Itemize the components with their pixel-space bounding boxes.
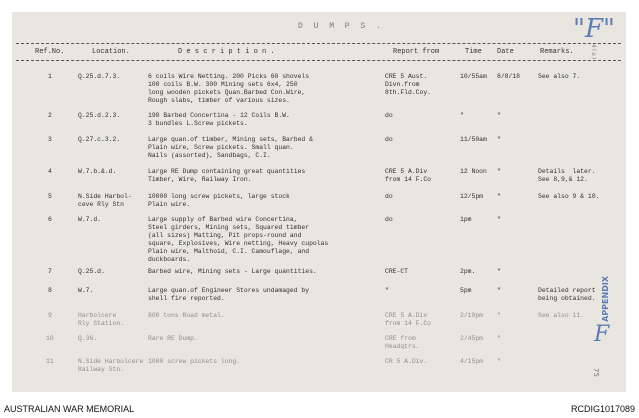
cell-location: W.7.d.	[78, 216, 102, 223]
cell-date: "	[497, 193, 501, 200]
annotation-appendix: APPENDIX	[601, 276, 610, 322]
cell-ref: 5	[48, 193, 52, 200]
header-ref: Ref.No.	[35, 48, 65, 56]
cell-description: 1000 screw pickets long.	[148, 358, 241, 365]
cell-time: 1pm	[460, 216, 472, 223]
header-bottom-rule	[16, 60, 621, 61]
header-description: D e s c r i p t i o n .	[178, 48, 275, 56]
cell-description: 6 coils Wire Netting. 200 Picks 60 shovels 100 coils B.W. 300 Mining sets 6x4, 250 long wooden pickets Quan.Barbed Con.Wire, Rough slabs, timber of various sizes.	[148, 73, 310, 104]
cell-remarks: Details later. See 8,9,& 12.	[538, 168, 596, 183]
cell-date: "	[497, 268, 501, 275]
cell-report-from: CRE 5 Aust. Divn.from 8th.Fld.Coy.	[385, 73, 432, 96]
cell-remarks: See also 9 & 10.	[538, 193, 600, 200]
header-date: Date	[497, 48, 514, 56]
cell-ref: 6	[48, 216, 52, 223]
cell-ref: 9	[48, 312, 52, 319]
cell-remarks: See also 7.	[538, 73, 581, 80]
cell-time: 2/10pm	[460, 312, 484, 319]
cell-remarks: Detailed report being obtained.	[538, 287, 596, 302]
cell-report-from: CRE 5 A.Div from 14 F.Co	[385, 168, 432, 183]
cell-ref: 8	[48, 287, 52, 294]
cell-location: Q.27.c.3.2.	[78, 136, 121, 143]
header-top-rule	[16, 43, 621, 44]
document-title: D U M P S .	[298, 22, 384, 31]
header-location: Location.	[92, 48, 130, 56]
header-remarks: Remarks.	[540, 48, 574, 56]
cell-ref: 3	[48, 136, 52, 143]
cell-date: "	[497, 312, 501, 319]
cell-ref: 2	[48, 112, 52, 119]
annotation-bottom-letter: F	[594, 322, 610, 347]
cell-report-from: do	[385, 216, 393, 223]
cell-ref: 11	[46, 358, 54, 365]
header-time: Time	[465, 48, 482, 56]
cell-ref: 7	[48, 268, 52, 275]
cell-report-from: CRE from Headqtrs.	[385, 335, 420, 350]
cell-description: Barbed wire, Mining sets - Large quantities.	[148, 268, 317, 275]
cell-report-from: do	[385, 112, 393, 119]
cell-location: Q.25.d.7.3.	[78, 73, 121, 80]
cell-location: Q.25.d.2.3.	[78, 112, 121, 119]
cell-report-from: CRE-CT	[385, 268, 409, 275]
cell-location: Q.36.	[78, 335, 98, 342]
cell-date: "	[497, 168, 501, 175]
annotation-letter-f: "F"	[573, 14, 615, 44]
cell-description: Large quan.of timber, Mining sets, Barbed & Plain wire, Screw pickets. Small quan. Nails (assorted), Sandbags, C.I.	[148, 136, 313, 159]
cell-time: 4/15pm	[460, 358, 484, 365]
cell-date: "	[497, 287, 501, 294]
annotation-page-number: 75	[592, 368, 600, 377]
cell-time: 2pm.	[460, 268, 476, 275]
cell-time: 2/45pm	[460, 335, 484, 342]
cell-time: 5pm	[460, 287, 472, 294]
cell-ref: 4	[48, 168, 52, 175]
cell-time: 12 Noon	[460, 168, 487, 175]
cell-ref: 1	[48, 73, 52, 80]
cell-date: "	[497, 335, 501, 342]
cell-time: 11/50am	[460, 136, 487, 143]
cell-time: "	[460, 112, 464, 119]
cell-date: "	[497, 358, 501, 365]
annotation-side-mark: 4(a)	[590, 44, 597, 61]
cell-location: N.Side Harbol- ceve Rly Stn	[78, 193, 132, 208]
cell-description: Large RE Dump containing great quantities Timber, Wire, Railway Iron.	[148, 168, 306, 183]
cell-report-from: CRE 5 A.Div from 14 F.Co	[385, 312, 432, 327]
cell-time: 10/55am	[460, 73, 487, 80]
cell-description: Rare RE Dump.	[148, 335, 198, 342]
footer-record-id: RCDIG1017089	[570, 404, 635, 414]
cell-description: 800 tons Road metal.	[148, 312, 225, 319]
cell-date: "	[497, 112, 501, 119]
cell-ref: 10	[46, 335, 54, 342]
cell-location: N.Side Harbolcere Railway Stn.	[78, 358, 144, 373]
cell-date: "	[497, 136, 501, 143]
cell-description: Large supply of Barbed wire Concertina, Steel girders, Mining sets, Squared timber (all sizes) Matting, Pit props-round and square, Explosives, Wire netting, Heavy cupolas Plain wire, Malthoid, C.I. Camouflage, and duckboards.	[148, 216, 329, 263]
cell-report-from: "	[385, 287, 389, 294]
cell-date: 8/8/18	[497, 73, 521, 80]
cell-report-from: CR 5 A.Div.	[385, 358, 428, 365]
cell-location: W.7.	[78, 287, 94, 294]
cell-location: W.7.b.&.d.	[78, 168, 117, 175]
cell-description: 190 Barbed Concertina - 12 Coils B.W. 3 bundles L.Screw pickets.	[148, 112, 290, 127]
footer-archive-name: AUSTRALIAN WAR MEMORIAL	[4, 404, 135, 414]
cell-location: Q.25.d.	[78, 268, 105, 275]
cell-time: 12/5pm	[460, 193, 484, 200]
cell-description: Large quan.of Engineer Stores undamaged by shell fire reported.	[148, 287, 310, 302]
cell-report-from: do	[385, 136, 393, 143]
cell-description: 10000 long screw pickets, large stock Plain wire.	[148, 193, 290, 208]
cell-date: "	[497, 216, 501, 223]
cell-report-from: do	[385, 193, 393, 200]
header-report-from: Report from	[393, 48, 440, 56]
cell-remarks: See also 11.	[538, 312, 585, 319]
cell-location: Harbolcere Rly Station.	[78, 312, 125, 327]
